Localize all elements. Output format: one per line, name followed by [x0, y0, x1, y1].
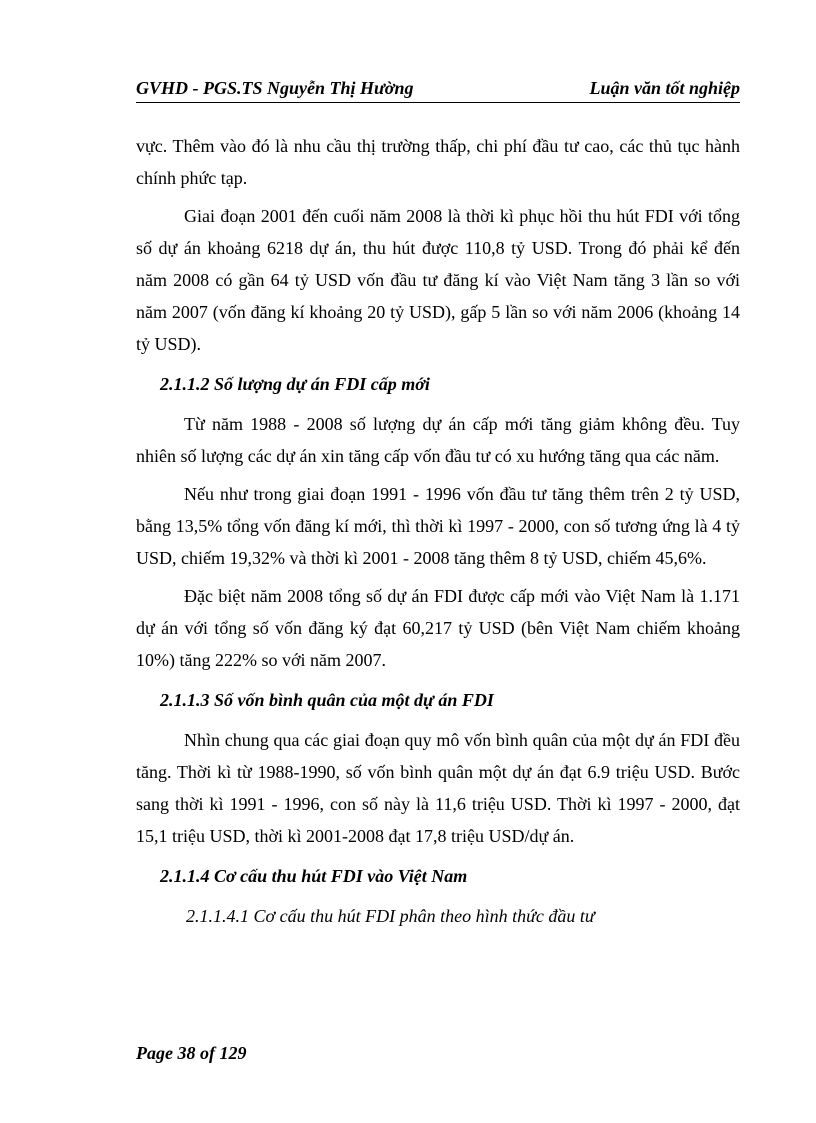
paragraph-4: Nếu như trong giai đoạn 1991 - 1996 vốn đầu tư tăng thêm trên 2 tỷ USD, bằng 13,5% tổng vốn đăng kí mới, thì thời kì 1997 - 2000, con số tương ứng là 4 tỷ USD, chiếm 19,32% và thời kì 2001 - 2008 tăng thêm 8 tỷ USD, chiếm 45,6%.	[136, 484, 740, 568]
paragraph-5: Đặc biệt năm 2008 tổng số dự án FDI được cấp mới vào Việt Nam là 1.171 dự án với tổng số vốn đăng ký đạt 60,217 tỷ USD (bên Việt Nam chiếm khoảng 10%) tăng 222% so với năm 2007.	[136, 586, 740, 670]
header-advisor: GVHD - PGS.TS Nguyễn Thị Hường	[136, 78, 414, 98]
paragraph-2: Giai đoạn 2001 đến cuối năm 2008 là thời kì phục hồi thu hút FDI với tổng số dự án khoảng 6218 dự án, thu hút được 110,8 tỷ USD. Trong đó phải kể đến năm 2008 có gần 64 tỷ USD vốn đầu tư đăng kí vào Việt Nam tăng 3 lần so với năm 2007 (vốn đăng kí khoảng 20 tỷ USD), gấp 5 lần so với năm 2006 (khoảng 14 tỷ USD).	[136, 206, 740, 354]
paragraph-6: Nhìn chung qua các giai đoạn quy mô vốn bình quân của một dự án FDI đều tăng. Thời kì từ 1988-1990, số vốn bình quân một dự án đạt 6.9 triệu USD. Bước sang thời kì 1991 - 1996, con số này là 11,6 triệu USD. Thời kì 1997 - 2000, đạt 15,1 triệu USD, thời kì 2001-2008 đạt 17,8 triệu USD/dự án.	[136, 730, 740, 846]
page-header	[136, 76, 740, 103]
subsection-heading-2-1-1-4-1: 2.1.1.4.1 Cơ cấu thu hút FDI phân theo hình thức đầu tư	[186, 906, 595, 926]
section-heading-2-1-1-3: 2.1.1.3 Số vốn bình quân của một dự án FDI	[160, 690, 494, 710]
section-heading-2-1-1-4: 2.1.1.4 Cơ cấu thu hút FDI vào Việt Nam	[160, 866, 468, 886]
document-body	[136, 130, 740, 930]
header-thesis-title: Luận văn tốt nghiệp	[589, 78, 740, 98]
paragraph-3: Từ năm 1988 - 2008 số lượng dự án cấp mới tăng giảm không đều. Tuy nhiên số lượng các dự án xin tăng cấp vốn đầu tư có xu hướng tăng qua các năm.	[136, 414, 740, 466]
page-number: Page 38 of 129	[136, 1043, 247, 1063]
section-heading-2-1-1-2: 2.1.1.2 Số lượng dự án FDI cấp mới	[160, 374, 430, 394]
paragraph-1: vực. Thêm vào đó là nhu cầu thị trường thấp, chi phí đầu tư cao, các thủ tục hành chính phức tạp.	[136, 136, 740, 188]
